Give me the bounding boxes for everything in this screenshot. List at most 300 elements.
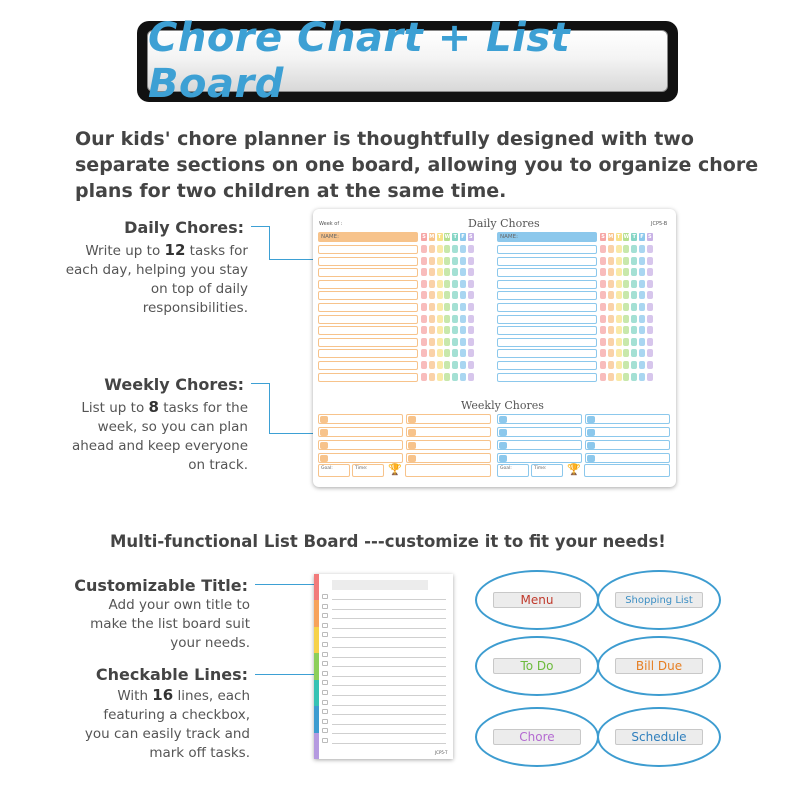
weekly-chores-description: List up to 8 tasks for the week, so you can plan ahead and keep everyone on track. bbox=[71, 398, 248, 473]
day-checkbox bbox=[608, 257, 614, 265]
day-checkbox bbox=[452, 349, 458, 357]
weekly-task-row bbox=[406, 414, 491, 424]
weekly-checkbox bbox=[320, 442, 328, 449]
day-checkbox bbox=[444, 326, 450, 334]
title-example-label: Bill Due bbox=[615, 658, 703, 674]
color-stripe bbox=[314, 733, 319, 760]
day-checkbox bbox=[616, 280, 622, 288]
day-header: S bbox=[422, 234, 426, 240]
day-checkbox bbox=[460, 280, 466, 288]
day-checkbox bbox=[623, 257, 629, 265]
day-checkbox bbox=[647, 257, 653, 265]
name-bar: NAME: bbox=[318, 232, 418, 242]
line-checkbox bbox=[322, 738, 328, 743]
list-board bbox=[314, 574, 453, 759]
day-checkbox bbox=[623, 291, 629, 299]
day-checkbox bbox=[623, 268, 629, 276]
day-checkbox bbox=[608, 315, 614, 323]
task-row bbox=[318, 338, 418, 347]
weekly-task-row bbox=[406, 453, 491, 463]
weekly-task-row bbox=[585, 414, 670, 424]
day-checkbox bbox=[444, 349, 450, 357]
day-checkbox bbox=[437, 361, 443, 369]
day-checkbox bbox=[608, 373, 614, 381]
weekly-checkbox bbox=[408, 455, 416, 462]
daily-chores-heading: Daily Chores: bbox=[124, 218, 244, 237]
day-checkbox bbox=[421, 291, 427, 299]
task-row bbox=[318, 268, 418, 277]
weekly-checkbox bbox=[499, 429, 507, 436]
day-checkbox bbox=[452, 338, 458, 346]
day-checkbox bbox=[468, 315, 474, 323]
name-bar: NAME: bbox=[497, 232, 597, 242]
day-checkbox bbox=[421, 280, 427, 288]
day-checkbox bbox=[600, 315, 606, 323]
day-checkbox bbox=[639, 268, 645, 276]
weekly-checkbox bbox=[408, 442, 416, 449]
day-checkbox bbox=[608, 268, 614, 276]
day-checkbox bbox=[616, 361, 622, 369]
day-checkbox bbox=[429, 326, 435, 334]
day-checkbox bbox=[421, 268, 427, 276]
weekly-task-row bbox=[318, 440, 403, 450]
title-example-label: Chore bbox=[493, 729, 581, 745]
day-header: W bbox=[623, 234, 630, 240]
day-header: M bbox=[429, 234, 435, 240]
day-checkbox bbox=[608, 303, 614, 311]
day-header: S bbox=[647, 234, 652, 240]
list-line bbox=[332, 599, 446, 600]
line-checkbox bbox=[322, 719, 328, 724]
title-example-oval bbox=[597, 707, 721, 767]
day-checkbox bbox=[647, 373, 653, 381]
day-checkbox bbox=[468, 326, 474, 334]
day-header: W bbox=[444, 234, 451, 240]
day-checkbox bbox=[452, 326, 458, 334]
day-checkbox bbox=[600, 361, 606, 369]
task-row bbox=[318, 373, 418, 382]
day-checkbox bbox=[631, 291, 637, 299]
day-checkbox bbox=[623, 280, 629, 288]
day-checkbox bbox=[421, 315, 427, 323]
day-checkbox bbox=[468, 361, 474, 369]
task-row bbox=[318, 349, 418, 358]
day-checkbox bbox=[616, 245, 622, 253]
line-checkbox bbox=[322, 690, 328, 695]
day-checkbox bbox=[460, 303, 466, 311]
day-checkbox bbox=[600, 268, 606, 276]
list-line bbox=[332, 637, 446, 638]
line-checkbox bbox=[322, 594, 328, 599]
day-checkbox bbox=[460, 373, 466, 381]
day-checkbox bbox=[600, 257, 606, 265]
day-checkbox bbox=[460, 338, 466, 346]
weekly-checkbox bbox=[587, 416, 595, 423]
day-checkbox bbox=[429, 361, 435, 369]
day-checkbox bbox=[647, 280, 653, 288]
weekly-checkbox bbox=[499, 442, 507, 449]
line-checkbox bbox=[322, 632, 328, 637]
weekly-task-row bbox=[585, 427, 670, 437]
list-line bbox=[332, 609, 446, 610]
line-checkbox bbox=[322, 700, 328, 705]
day-checkbox bbox=[616, 338, 622, 346]
task-row bbox=[497, 303, 597, 312]
day-checkbox bbox=[647, 349, 653, 357]
day-checkbox bbox=[421, 245, 427, 253]
day-checkbox bbox=[600, 349, 606, 357]
weekly-task-row bbox=[406, 427, 491, 437]
color-stripe bbox=[314, 574, 319, 601]
day-checkbox bbox=[437, 291, 443, 299]
day-checkbox bbox=[444, 303, 450, 311]
day-checkbox bbox=[452, 303, 458, 311]
day-checkbox bbox=[600, 326, 606, 334]
list-line bbox=[332, 714, 446, 715]
day-checkbox bbox=[444, 361, 450, 369]
list-line bbox=[332, 657, 446, 658]
task-row bbox=[318, 291, 418, 300]
day-checkbox bbox=[623, 349, 629, 357]
checkable-lines-description: With 16 lines, each featuring a checkbox, you can easily track and mark off tasks. bbox=[84, 686, 250, 761]
day-checkbox bbox=[429, 349, 435, 357]
day-checkbox bbox=[600, 373, 606, 381]
list-line bbox=[332, 705, 446, 706]
page-title: Chore Chart + List Board bbox=[148, 15, 571, 107]
day-checkbox bbox=[460, 291, 466, 299]
day-checkbox bbox=[437, 349, 443, 357]
task-row bbox=[497, 268, 597, 277]
title-example-oval bbox=[475, 570, 599, 630]
color-stripe bbox=[314, 600, 319, 627]
day-checkbox bbox=[608, 326, 614, 334]
task-row bbox=[497, 326, 597, 335]
day-checkbox bbox=[616, 268, 622, 276]
day-checkbox bbox=[429, 338, 435, 346]
weekly-checkbox bbox=[320, 429, 328, 436]
list-line bbox=[332, 743, 446, 744]
weekly-task-row bbox=[497, 427, 582, 437]
intro-text: Our kids' chore planner is thoughtfully designed with two separate sections on one board, allowing you to organize chore plans for two children at the same time. bbox=[75, 128, 759, 202]
weekly-checkbox bbox=[320, 416, 328, 423]
day-checkbox bbox=[437, 326, 443, 334]
day-checkbox bbox=[631, 349, 637, 357]
weekly-chores-title: Weekly Chores bbox=[461, 399, 544, 412]
task-row bbox=[497, 338, 597, 347]
day-checkbox bbox=[452, 268, 458, 276]
day-checkbox bbox=[639, 315, 645, 323]
day-checkbox bbox=[616, 303, 622, 311]
day-checkbox bbox=[631, 338, 637, 346]
day-checkbox bbox=[468, 257, 474, 265]
task-row bbox=[318, 257, 418, 266]
day-checkbox bbox=[460, 257, 466, 265]
weekly-checkbox bbox=[408, 429, 416, 436]
day-checkbox bbox=[421, 349, 427, 357]
day-checkbox bbox=[444, 373, 450, 381]
day-checkbox bbox=[639, 338, 645, 346]
day-checkbox bbox=[639, 291, 645, 299]
weekly-task-row bbox=[318, 427, 403, 437]
day-checkbox bbox=[460, 245, 466, 253]
list-line bbox=[332, 695, 446, 696]
day-checkbox bbox=[421, 303, 427, 311]
task-row bbox=[318, 245, 418, 254]
task-row bbox=[497, 315, 597, 324]
day-checkbox bbox=[600, 280, 606, 288]
day-header: S bbox=[601, 234, 605, 240]
task-row bbox=[318, 326, 418, 335]
list-line bbox=[332, 724, 446, 725]
day-header: T bbox=[437, 234, 442, 240]
day-checkbox bbox=[429, 268, 435, 276]
day-checkbox bbox=[452, 361, 458, 369]
day-checkbox bbox=[647, 303, 653, 311]
list-board-title-area bbox=[332, 580, 428, 590]
day-checkbox bbox=[600, 291, 606, 299]
list-line bbox=[332, 628, 446, 629]
color-stripe bbox=[314, 706, 319, 733]
day-checkbox bbox=[444, 338, 450, 346]
title-example-label: Schedule bbox=[615, 729, 703, 745]
day-checkbox bbox=[639, 326, 645, 334]
day-checkbox bbox=[437, 245, 443, 253]
day-checkbox bbox=[616, 315, 622, 323]
day-checkbox bbox=[639, 349, 645, 357]
weekly-task-row bbox=[497, 440, 582, 450]
time-box: Time: bbox=[352, 464, 384, 477]
daily-chores-title: Daily Chores bbox=[468, 217, 540, 230]
day-checkbox bbox=[452, 280, 458, 288]
day-checkbox bbox=[468, 338, 474, 346]
day-checkbox bbox=[647, 268, 653, 276]
day-checkbox bbox=[421, 361, 427, 369]
day-header: F bbox=[640, 234, 644, 240]
day-checkbox bbox=[437, 338, 443, 346]
weekly-checkbox bbox=[320, 455, 328, 462]
day-checkbox bbox=[600, 245, 606, 253]
day-checkbox bbox=[623, 303, 629, 311]
day-checkbox bbox=[444, 268, 450, 276]
day-checkbox bbox=[631, 268, 637, 276]
day-checkbox bbox=[631, 257, 637, 265]
day-checkbox bbox=[429, 257, 435, 265]
day-checkbox bbox=[460, 268, 466, 276]
day-checkbox bbox=[639, 373, 645, 381]
list-board-code: JCP5-T bbox=[435, 750, 448, 755]
task-row bbox=[497, 373, 597, 382]
day-checkbox bbox=[444, 291, 450, 299]
title-example-oval bbox=[475, 636, 599, 696]
day-checkbox bbox=[608, 291, 614, 299]
day-checkbox bbox=[460, 315, 466, 323]
day-checkbox bbox=[444, 245, 450, 253]
day-checkbox bbox=[468, 291, 474, 299]
day-checkbox bbox=[616, 291, 622, 299]
title-example-label: To Do bbox=[493, 658, 581, 674]
day-checkbox bbox=[600, 338, 606, 346]
line-checkbox bbox=[322, 604, 328, 609]
board-code: JCP5-B bbox=[651, 221, 668, 227]
time-box: Time: bbox=[531, 464, 563, 477]
day-checkbox bbox=[608, 349, 614, 357]
title-example-label: Menu bbox=[493, 592, 581, 608]
day-checkbox bbox=[647, 315, 653, 323]
task-row bbox=[497, 349, 597, 358]
line-checkbox bbox=[322, 661, 328, 666]
day-checkbox bbox=[452, 245, 458, 253]
day-checkbox bbox=[421, 326, 427, 334]
day-checkbox bbox=[639, 303, 645, 311]
day-checkbox bbox=[437, 268, 443, 276]
weekly-task-row bbox=[318, 453, 403, 463]
day-checkbox bbox=[608, 361, 614, 369]
weekly-task-row bbox=[406, 440, 491, 450]
line-checkbox bbox=[322, 623, 328, 628]
line-checkbox bbox=[322, 728, 328, 733]
day-checkbox bbox=[468, 373, 474, 381]
day-checkbox bbox=[639, 257, 645, 265]
trophy-icon: 🏆 bbox=[388, 463, 402, 476]
day-checkbox bbox=[647, 245, 653, 253]
day-header: F bbox=[461, 234, 465, 240]
day-checkbox bbox=[623, 338, 629, 346]
day-checkbox bbox=[631, 361, 637, 369]
day-checkbox bbox=[437, 303, 443, 311]
title-example-label: Shopping List bbox=[615, 592, 703, 608]
title-banner bbox=[147, 15, 668, 107]
day-checkbox bbox=[444, 280, 450, 288]
day-checkbox bbox=[429, 303, 435, 311]
day-checkbox bbox=[468, 349, 474, 357]
chore-board bbox=[313, 209, 676, 487]
weekly-task-row bbox=[497, 414, 582, 424]
goal-box: Goal: bbox=[318, 464, 350, 477]
weekly-count: 8 bbox=[148, 398, 159, 416]
day-checkbox bbox=[623, 373, 629, 381]
day-checkbox bbox=[616, 349, 622, 357]
day-header: T bbox=[616, 234, 621, 240]
day-checkbox bbox=[452, 291, 458, 299]
weekly-checkbox bbox=[587, 442, 595, 449]
task-row bbox=[318, 303, 418, 312]
day-checkbox bbox=[623, 245, 629, 253]
weekly-checkbox bbox=[499, 416, 507, 423]
day-checkbox bbox=[616, 373, 622, 381]
day-header: T bbox=[632, 234, 636, 240]
day-checkbox bbox=[616, 257, 622, 265]
day-checkbox bbox=[444, 257, 450, 265]
daily-chores-description: Write up to 12 tasks for each day, helping you stay on top of daily responsibilities. bbox=[65, 241, 248, 316]
day-checkbox bbox=[452, 315, 458, 323]
day-checkbox bbox=[468, 303, 474, 311]
day-checkbox bbox=[468, 268, 474, 276]
line-checkbox bbox=[322, 652, 328, 657]
list-line bbox=[332, 685, 446, 686]
day-checkbox bbox=[437, 280, 443, 288]
weekly-task-row bbox=[585, 453, 670, 463]
title-example-oval bbox=[475, 707, 599, 767]
weekly-checkbox bbox=[587, 429, 595, 436]
day-checkbox bbox=[444, 315, 450, 323]
line-checkbox bbox=[322, 680, 328, 685]
weekly-task-row bbox=[585, 440, 670, 450]
day-header: T bbox=[453, 234, 457, 240]
day-checkbox bbox=[421, 257, 427, 265]
day-checkbox bbox=[647, 338, 653, 346]
list-line bbox=[332, 733, 446, 734]
day-header: S bbox=[468, 234, 473, 240]
weekly-task-row bbox=[497, 453, 582, 463]
checkable-lines-heading: Checkable Lines: bbox=[95, 665, 248, 684]
week-of-label: Week of : bbox=[319, 221, 343, 227]
day-checkbox bbox=[631, 303, 637, 311]
daily-count: 12 bbox=[164, 241, 186, 259]
title-example-oval bbox=[597, 636, 721, 696]
day-checkbox bbox=[429, 280, 435, 288]
reward-box bbox=[405, 464, 491, 477]
day-checkbox bbox=[647, 291, 653, 299]
day-checkbox bbox=[452, 257, 458, 265]
day-checkbox bbox=[623, 326, 629, 334]
task-row bbox=[497, 361, 597, 370]
customizable-title-heading: Customizable Title: bbox=[74, 576, 248, 595]
day-checkbox bbox=[608, 338, 614, 346]
day-checkbox bbox=[429, 315, 435, 323]
list-line bbox=[332, 666, 446, 667]
day-checkbox bbox=[639, 280, 645, 288]
day-checkbox bbox=[631, 373, 637, 381]
list-board-heading: Multi-functional List Board ---customize it to fit your needs! bbox=[110, 532, 666, 551]
day-checkbox bbox=[429, 291, 435, 299]
line-checkbox bbox=[322, 709, 328, 714]
task-row bbox=[497, 291, 597, 300]
day-checkbox bbox=[623, 361, 629, 369]
goal-box: Goal: bbox=[497, 464, 529, 477]
day-checkbox bbox=[452, 373, 458, 381]
day-checkbox bbox=[460, 349, 466, 357]
weekly-checkbox bbox=[408, 416, 416, 423]
list-line bbox=[332, 618, 446, 619]
title-example-oval bbox=[597, 570, 721, 630]
day-checkbox bbox=[608, 245, 614, 253]
line-checkbox bbox=[322, 671, 328, 676]
weekly-chores-heading: Weekly Chores: bbox=[104, 375, 244, 394]
day-checkbox bbox=[647, 361, 653, 369]
day-checkbox bbox=[460, 361, 466, 369]
day-checkbox bbox=[623, 315, 629, 323]
day-checkbox bbox=[468, 280, 474, 288]
day-checkbox bbox=[639, 245, 645, 253]
color-stripe bbox=[314, 653, 319, 680]
day-checkbox bbox=[437, 257, 443, 265]
day-checkbox bbox=[460, 326, 466, 334]
task-row bbox=[318, 315, 418, 324]
weekly-checkbox bbox=[587, 455, 595, 462]
weekly-task-row bbox=[318, 414, 403, 424]
lines-count: 16 bbox=[152, 686, 174, 704]
task-row bbox=[497, 280, 597, 289]
day-checkbox bbox=[429, 373, 435, 381]
weekly-checkbox bbox=[499, 455, 507, 462]
day-checkbox bbox=[429, 245, 435, 253]
day-checkbox bbox=[437, 373, 443, 381]
line-checkbox bbox=[322, 642, 328, 647]
trophy-icon: 🏆 bbox=[567, 463, 581, 476]
day-checkbox bbox=[600, 303, 606, 311]
task-row bbox=[318, 280, 418, 289]
day-checkbox bbox=[608, 280, 614, 288]
